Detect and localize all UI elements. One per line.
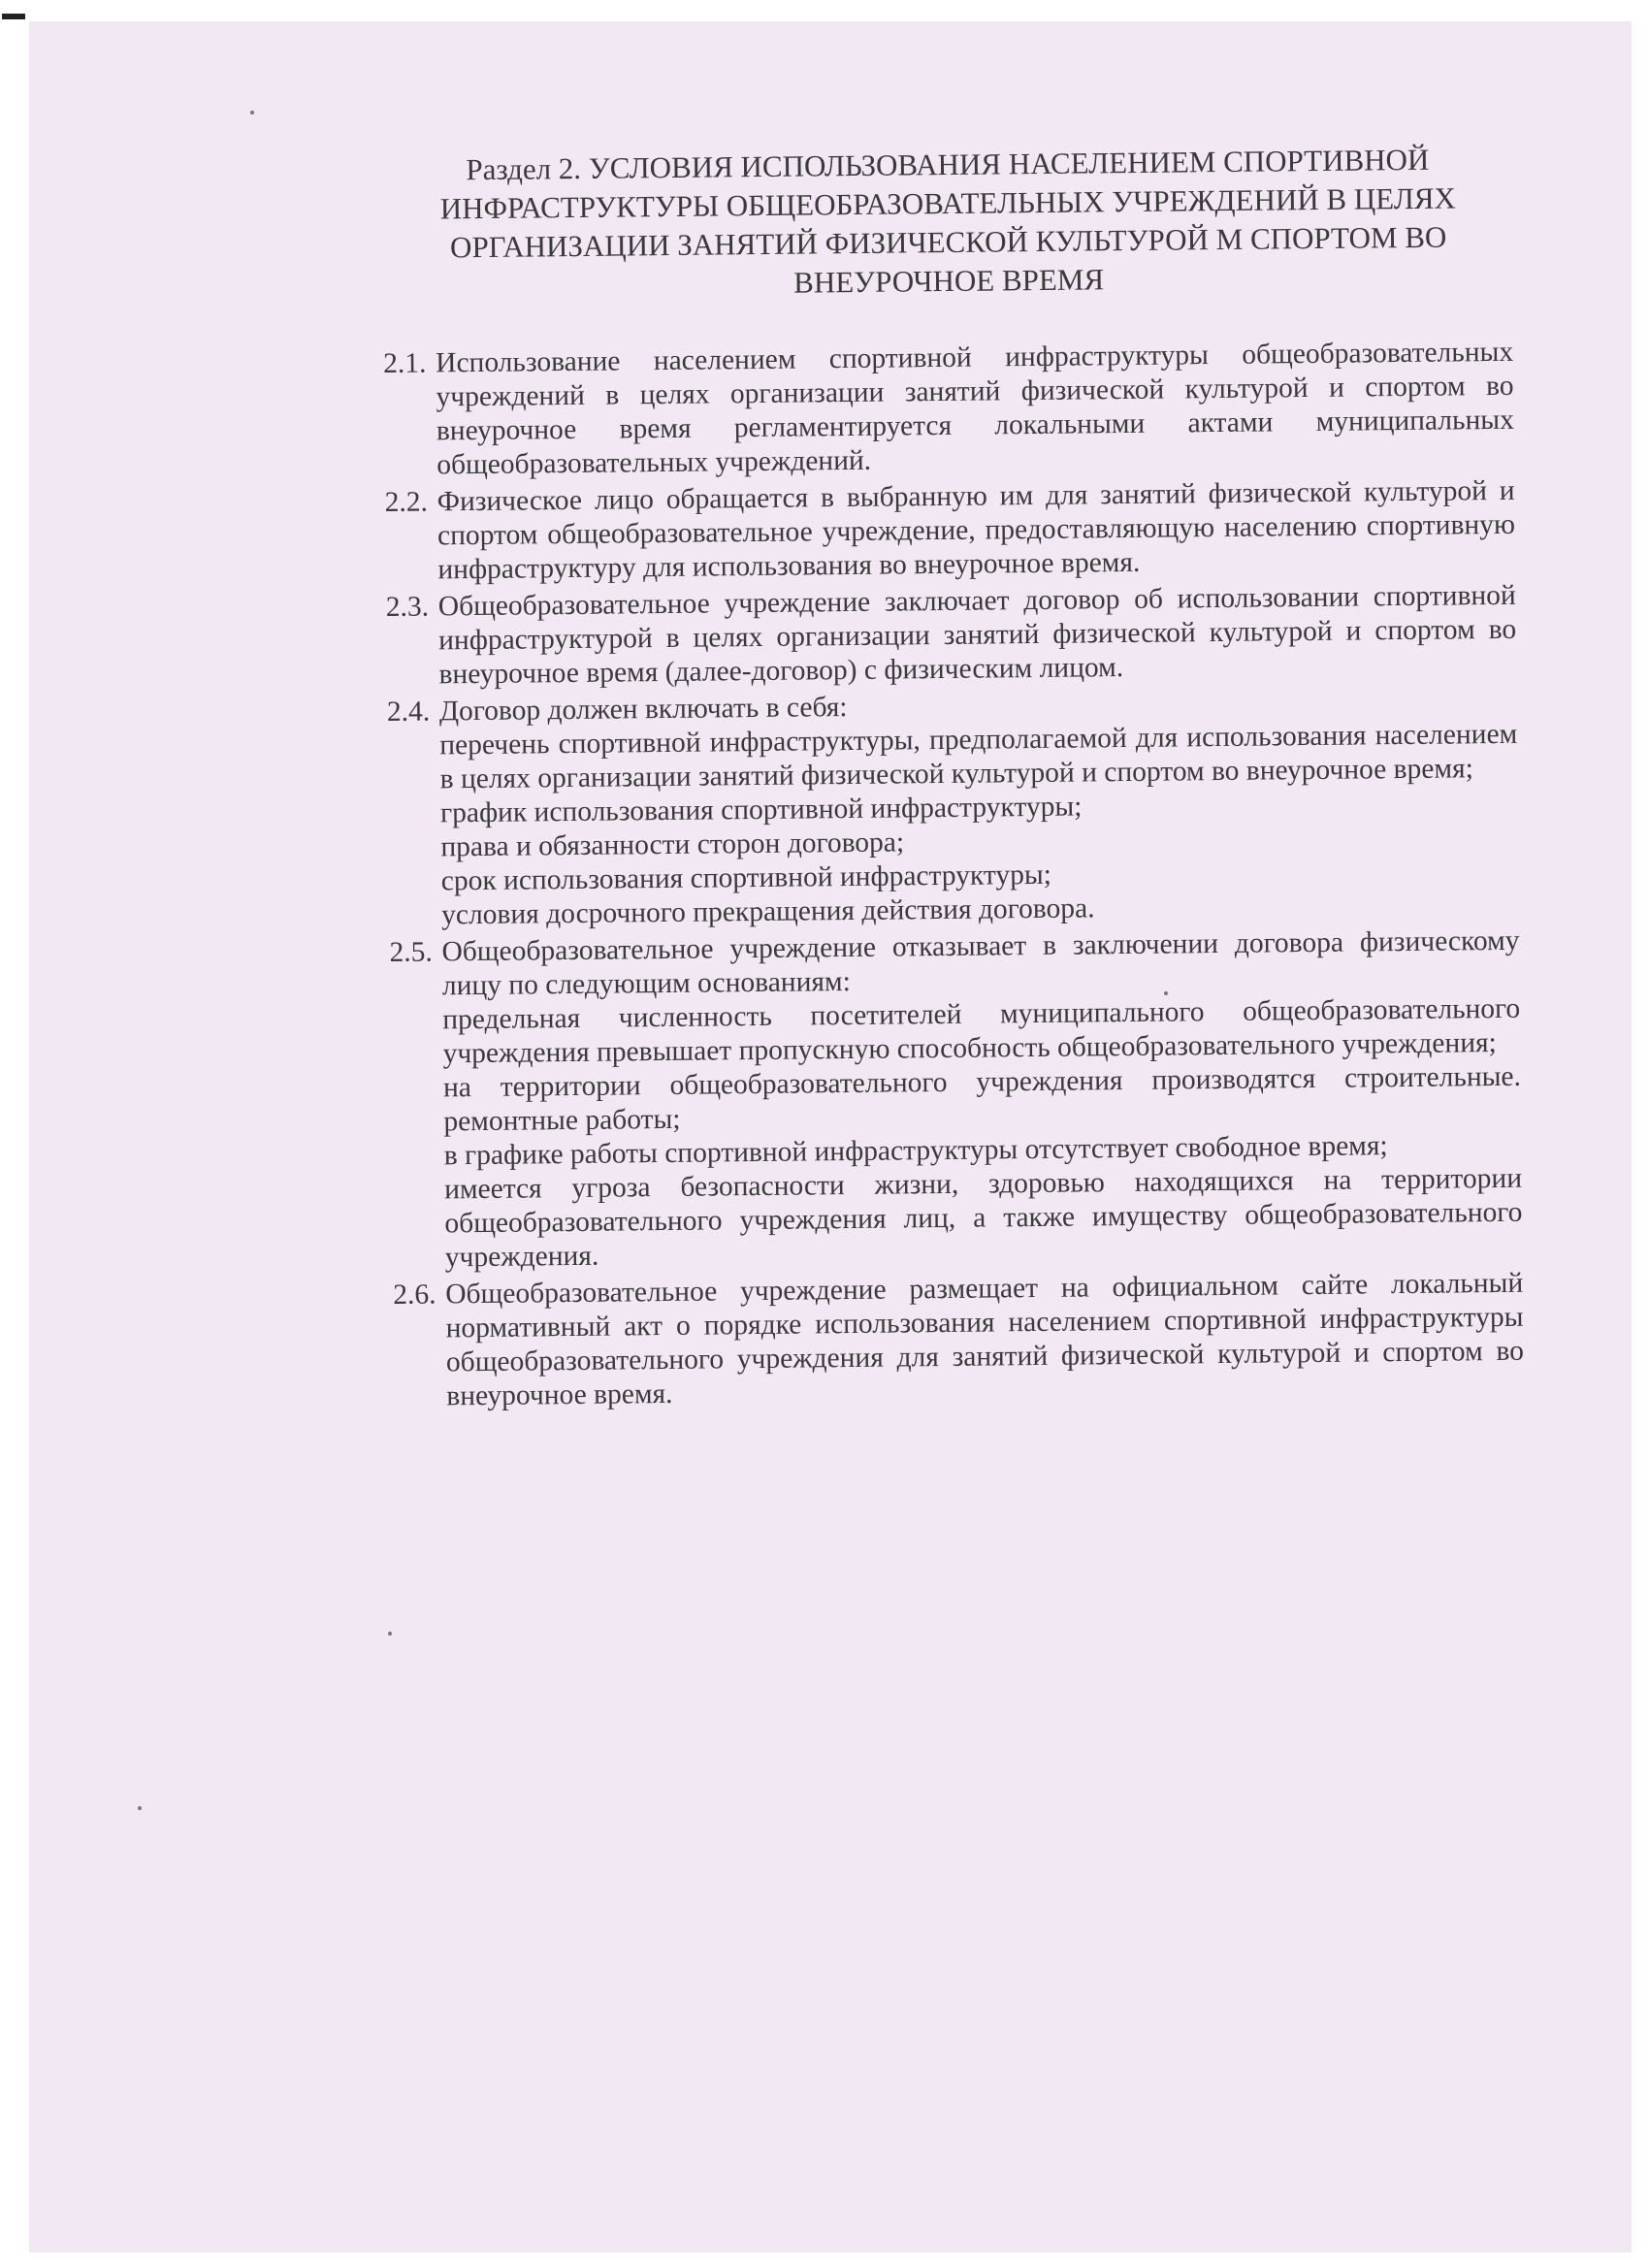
- clause-text: Общеобразовательное учреждение размещает на официальном сайте локальный нормативный акт о порядке использования населением спортивной инфраструктуры общеобразовательного учреждения для занятий физической культурой и спортом во внеурочное время.: [445, 1267, 1525, 1412]
- document-body: [383, 142, 1525, 1417]
- clause-number: 2.3.: [385, 591, 430, 623]
- clause-number: 2.5.: [389, 936, 433, 968]
- list-item: перечень спортивной инфраструктуры, предполагаемой для использования населением в целях организации занятий физической культурой и спортом во внеурочное время;: [439, 718, 1518, 795]
- clause-2-1: [383, 336, 1514, 483]
- clause-text: Общеобразовательное учреждение заключает договор об использовании спортивной инфраструктурой в целях организации занятий физической культурой и спортом во внеурочное время (далее-договор) с физическим лицом.: [437, 579, 1517, 691]
- clause-text: Общеобразовательное учреждение отказывает в заключении договора физическому лицу по следующим основаниям:: [441, 924, 1520, 1002]
- clause-text: Использование населением спортивной инфраструктуры общеобразовательных учреждений в целях организации занятий физической культурой и спортом во внеурочное время регламентируется локальными актами муниципальных общеобразовательных учреждений.: [436, 336, 1515, 481]
- clause-text: Договор должен включать в себя:: [438, 692, 848, 728]
- ink-speck: [250, 111, 254, 114]
- clause-number: 2.2.: [384, 486, 429, 518]
- scan-corner-mark: [2, 14, 25, 19]
- clause-list: [383, 336, 1524, 1414]
- clause-number: 2.1.: [383, 347, 427, 379]
- list-item: права и обязанности сторон договора;: [440, 826, 905, 863]
- list-item: в графике работы спортивной инфраструктуры отсутствует свободное время;: [443, 1130, 1388, 1172]
- list-item: на территории общеобразовательного учреждения производятся строительные. ремонтные работы;: [442, 1060, 1522, 1138]
- list-item: условия досрочного прекращения действия договора.: [440, 892, 1095, 931]
- clause-number: 2.6.: [393, 1279, 436, 1311]
- list-item: имеется угроза безопасности жизни, здоровью находящихся на территории общеобразовательного учреждения лиц, а также имуществу общеобразовательного учреждения.: [443, 1162, 1523, 1274]
- ink-speck: [388, 1632, 392, 1636]
- clause-2-3: [386, 579, 1517, 693]
- clause-2-5: [389, 924, 1523, 1276]
- section-title: Раздел 2. УСЛОВИЯ ИСПОЛЬЗОВАНИЯ НАСЕЛЕНИЕМ СПОРТИВНОЙ ИНФРАСТРУКТУРЫ ОБЩЕОБРАЗОВАТЕЛЬНЫХ УЧРЕЖДЕНИЙ В ЦЕЛЯХ ОРГАНИЗАЦИИ ЗАНЯТИЙ ФИЗИЧЕСКОЙ КУЛЬТУРОЙ М СПОРТОМ ВО ВНЕУРОЧНОЕ ВРЕМЯ: [439, 142, 1456, 300]
- clause-number: 2.4.: [386, 696, 431, 728]
- clause-2-2: [384, 474, 1515, 588]
- clause-2-6: [393, 1267, 1524, 1414]
- ink-speck: [138, 1806, 142, 1810]
- list-item: предельная численность посетителей муниципального общеобразовательного учреждения превышает пропускную способность общеобразовательного учреждения;: [442, 992, 1521, 1070]
- clause-text: Физическое лицо обращается в выбранную им для занятий физической культурой и спортом общеобразовательное учреждение, предоставляющую населению спортивную инфраструктуру для использования во внеурочное время.: [436, 474, 1516, 586]
- list-item: график использования спортивной инфраструктуры;: [439, 791, 1083, 829]
- list-item: срок использования спортивной инфраструктуры;: [440, 859, 1052, 897]
- clause-2-4: [387, 684, 1520, 933]
